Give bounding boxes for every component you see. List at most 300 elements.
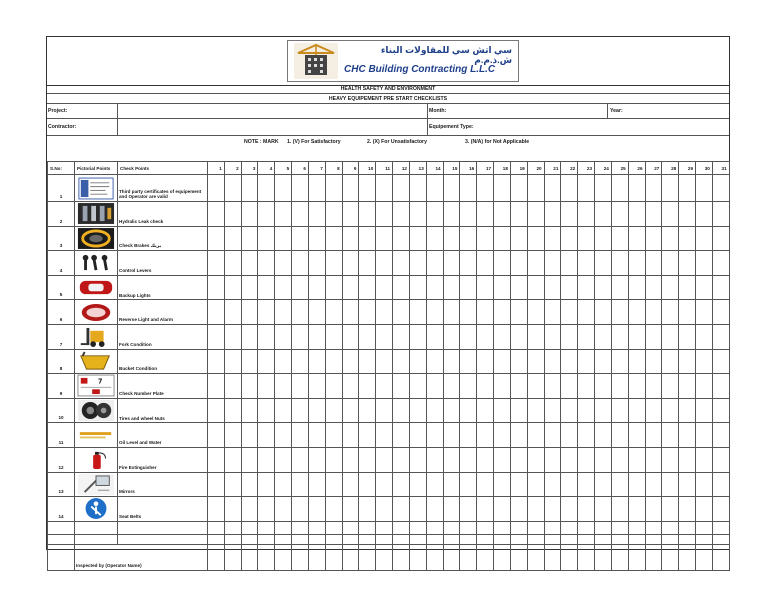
check-box[interactable] — [308, 324, 325, 349]
check-box[interactable] — [712, 472, 729, 497]
check-box[interactable] — [393, 423, 410, 448]
check-box[interactable] — [611, 497, 628, 522]
check-box[interactable] — [544, 226, 561, 251]
check-box[interactable] — [241, 349, 258, 374]
check-box[interactable] — [477, 202, 494, 227]
signature-cell[interactable] — [477, 544, 494, 570]
check-box[interactable] — [308, 300, 325, 325]
check-box[interactable] — [275, 226, 292, 251]
check-box[interactable] — [712, 275, 729, 300]
check-box[interactable] — [628, 349, 645, 374]
check-box[interactable] — [443, 226, 460, 251]
check-box[interactable] — [544, 275, 561, 300]
check-box[interactable] — [376, 423, 393, 448]
check-box[interactable] — [696, 226, 713, 251]
check-box[interactable] — [241, 251, 258, 276]
check-box[interactable] — [712, 447, 729, 472]
check-box[interactable] — [696, 472, 713, 497]
check-box[interactable] — [292, 374, 309, 399]
check-box[interactable] — [696, 324, 713, 349]
check-box[interactable] — [460, 226, 477, 251]
check-box[interactable] — [561, 300, 578, 325]
check-box[interactable] — [443, 275, 460, 300]
check-box[interactable] — [342, 349, 359, 374]
check-box[interactable] — [494, 275, 511, 300]
check-box[interactable] — [241, 226, 258, 251]
check-box[interactable] — [292, 300, 309, 325]
check-box[interactable] — [460, 251, 477, 276]
check-box[interactable] — [510, 447, 527, 472]
check-box[interactable] — [696, 251, 713, 276]
check-box[interactable] — [595, 398, 612, 423]
check-box[interactable] — [561, 226, 578, 251]
check-box[interactable] — [595, 447, 612, 472]
check-box[interactable] — [342, 202, 359, 227]
check-box[interactable] — [628, 472, 645, 497]
check-box[interactable] — [578, 175, 595, 202]
check-box[interactable] — [494, 300, 511, 325]
check-box[interactable] — [712, 202, 729, 227]
check-box[interactable] — [611, 398, 628, 423]
check-box[interactable] — [696, 275, 713, 300]
check-box[interactable] — [359, 202, 376, 227]
check-box[interactable] — [662, 472, 679, 497]
check-box[interactable] — [679, 349, 696, 374]
check-box[interactable] — [662, 300, 679, 325]
check-box[interactable] — [578, 349, 595, 374]
check-box[interactable] — [712, 374, 729, 399]
signature-cell[interactable] — [578, 544, 595, 570]
check-box[interactable] — [376, 497, 393, 522]
check-box[interactable] — [544, 251, 561, 276]
check-box[interactable] — [376, 226, 393, 251]
check-box[interactable] — [578, 398, 595, 423]
check-box[interactable] — [258, 226, 275, 251]
check-box[interactable] — [578, 324, 595, 349]
check-box[interactable] — [325, 447, 342, 472]
check-box[interactable] — [696, 497, 713, 522]
check-box[interactable] — [561, 472, 578, 497]
check-box[interactable] — [208, 349, 225, 374]
check-box[interactable] — [477, 251, 494, 276]
check-box[interactable] — [645, 472, 662, 497]
check-box[interactable] — [696, 423, 713, 448]
check-box[interactable] — [292, 251, 309, 276]
check-box[interactable] — [325, 300, 342, 325]
signature-cell[interactable] — [544, 544, 561, 570]
check-box[interactable] — [662, 374, 679, 399]
check-box[interactable] — [477, 423, 494, 448]
check-box[interactable] — [494, 175, 511, 202]
check-box[interactable] — [696, 300, 713, 325]
check-box[interactable] — [426, 175, 443, 202]
check-box[interactable] — [696, 398, 713, 423]
check-box[interactable] — [460, 472, 477, 497]
check-box[interactable] — [712, 349, 729, 374]
check-box[interactable] — [544, 300, 561, 325]
check-box[interactable] — [208, 497, 225, 522]
check-box[interactable] — [359, 423, 376, 448]
check-box[interactable] — [662, 398, 679, 423]
check-box[interactable] — [611, 423, 628, 448]
check-box[interactable] — [628, 398, 645, 423]
check-box[interactable] — [208, 447, 225, 472]
check-box[interactable] — [376, 251, 393, 276]
check-box[interactable] — [578, 202, 595, 227]
check-box[interactable] — [662, 324, 679, 349]
check-box[interactable] — [561, 398, 578, 423]
check-box[interactable] — [325, 226, 342, 251]
check-box[interactable] — [510, 202, 527, 227]
check-box[interactable] — [645, 251, 662, 276]
check-box[interactable] — [426, 423, 443, 448]
check-box[interactable] — [241, 497, 258, 522]
check-box[interactable] — [342, 175, 359, 202]
check-box[interactable] — [510, 349, 527, 374]
check-box[interactable] — [224, 275, 241, 300]
check-box[interactable] — [578, 472, 595, 497]
check-box[interactable] — [275, 447, 292, 472]
check-box[interactable] — [393, 447, 410, 472]
check-box[interactable] — [595, 374, 612, 399]
signature-cell[interactable] — [308, 544, 325, 570]
check-box[interactable] — [258, 300, 275, 325]
check-box[interactable] — [712, 300, 729, 325]
check-box[interactable] — [628, 275, 645, 300]
check-box[interactable] — [393, 226, 410, 251]
check-box[interactable] — [409, 447, 426, 472]
check-box[interactable] — [460, 202, 477, 227]
check-box[interactable] — [527, 175, 544, 202]
check-box[interactable] — [258, 275, 275, 300]
check-box[interactable] — [561, 374, 578, 399]
check-box[interactable] — [679, 300, 696, 325]
check-box[interactable] — [308, 226, 325, 251]
check-box[interactable] — [712, 226, 729, 251]
check-box[interactable] — [494, 251, 511, 276]
check-box[interactable] — [308, 423, 325, 448]
check-box[interactable] — [342, 423, 359, 448]
check-box[interactable] — [393, 275, 410, 300]
check-box[interactable] — [224, 472, 241, 497]
check-box[interactable] — [662, 275, 679, 300]
check-box[interactable] — [578, 423, 595, 448]
check-box[interactable] — [208, 300, 225, 325]
check-box[interactable] — [224, 251, 241, 276]
signature-cell[interactable] — [426, 544, 443, 570]
check-box[interactable] — [510, 175, 527, 202]
check-box[interactable] — [224, 497, 241, 522]
check-box[interactable] — [409, 398, 426, 423]
check-box[interactable] — [611, 275, 628, 300]
check-box[interactable] — [494, 324, 511, 349]
check-box[interactable] — [443, 374, 460, 399]
check-box[interactable] — [527, 251, 544, 276]
check-box[interactable] — [628, 251, 645, 276]
check-box[interactable] — [628, 175, 645, 202]
check-box[interactable] — [376, 175, 393, 202]
check-box[interactable] — [275, 472, 292, 497]
check-box[interactable] — [477, 275, 494, 300]
check-box[interactable] — [645, 275, 662, 300]
check-box[interactable] — [460, 275, 477, 300]
check-box[interactable] — [460, 175, 477, 202]
check-box[interactable] — [292, 398, 309, 423]
check-box[interactable] — [224, 447, 241, 472]
check-box[interactable] — [393, 398, 410, 423]
check-box[interactable] — [662, 423, 679, 448]
check-box[interactable] — [494, 226, 511, 251]
check-box[interactable] — [426, 472, 443, 497]
check-box[interactable] — [241, 324, 258, 349]
check-box[interactable] — [611, 226, 628, 251]
check-box[interactable] — [527, 226, 544, 251]
check-box[interactable] — [208, 202, 225, 227]
check-box[interactable] — [460, 324, 477, 349]
check-box[interactable] — [679, 497, 696, 522]
check-box[interactable] — [325, 251, 342, 276]
check-box[interactable] — [460, 374, 477, 399]
check-box[interactable] — [325, 349, 342, 374]
check-box[interactable] — [494, 497, 511, 522]
check-box[interactable] — [696, 175, 713, 202]
check-box[interactable] — [359, 175, 376, 202]
check-box[interactable] — [561, 497, 578, 522]
check-box[interactable] — [510, 251, 527, 276]
check-box[interactable] — [292, 447, 309, 472]
check-box[interactable] — [460, 398, 477, 423]
check-box[interactable] — [409, 423, 426, 448]
check-box[interactable] — [426, 275, 443, 300]
check-box[interactable] — [376, 472, 393, 497]
check-box[interactable] — [510, 226, 527, 251]
check-box[interactable] — [325, 423, 342, 448]
check-box[interactable] — [443, 251, 460, 276]
check-box[interactable] — [241, 398, 258, 423]
check-box[interactable] — [645, 423, 662, 448]
check-box[interactable] — [645, 349, 662, 374]
check-box[interactable] — [376, 349, 393, 374]
check-box[interactable] — [275, 175, 292, 202]
check-box[interactable] — [662, 226, 679, 251]
check-box[interactable] — [611, 202, 628, 227]
check-box[interactable] — [409, 472, 426, 497]
check-box[interactable] — [292, 324, 309, 349]
check-box[interactable] — [712, 175, 729, 202]
check-box[interactable] — [578, 251, 595, 276]
check-box[interactable] — [308, 275, 325, 300]
check-box[interactable] — [662, 202, 679, 227]
check-box[interactable] — [662, 251, 679, 276]
check-box[interactable] — [208, 175, 225, 202]
check-box[interactable] — [409, 497, 426, 522]
check-box[interactable] — [477, 497, 494, 522]
check-box[interactable] — [359, 374, 376, 399]
check-box[interactable] — [578, 300, 595, 325]
check-box[interactable] — [696, 202, 713, 227]
check-box[interactable] — [426, 374, 443, 399]
check-box[interactable] — [628, 374, 645, 399]
check-box[interactable] — [393, 251, 410, 276]
check-box[interactable] — [662, 175, 679, 202]
check-box[interactable] — [325, 472, 342, 497]
check-box[interactable] — [443, 398, 460, 423]
check-box[interactable] — [527, 423, 544, 448]
check-box[interactable] — [275, 497, 292, 522]
check-box[interactable] — [426, 202, 443, 227]
check-box[interactable] — [477, 324, 494, 349]
check-box[interactable] — [208, 374, 225, 399]
check-box[interactable] — [494, 423, 511, 448]
check-box[interactable] — [393, 472, 410, 497]
check-box[interactable] — [494, 398, 511, 423]
check-box[interactable] — [544, 202, 561, 227]
check-box[interactable] — [393, 300, 410, 325]
check-box[interactable] — [224, 202, 241, 227]
check-box[interactable] — [527, 374, 544, 399]
check-box[interactable] — [460, 300, 477, 325]
check-box[interactable] — [393, 324, 410, 349]
check-box[interactable] — [611, 324, 628, 349]
check-box[interactable] — [443, 349, 460, 374]
check-box[interactable] — [679, 324, 696, 349]
check-box[interactable] — [443, 472, 460, 497]
check-box[interactable] — [325, 175, 342, 202]
signature-cell[interactable] — [208, 544, 225, 570]
check-box[interactable] — [561, 324, 578, 349]
check-box[interactable] — [359, 497, 376, 522]
check-box[interactable] — [443, 175, 460, 202]
check-box[interactable] — [409, 300, 426, 325]
check-box[interactable] — [224, 226, 241, 251]
signature-cell[interactable] — [712, 544, 729, 570]
check-box[interactable] — [443, 497, 460, 522]
check-box[interactable] — [409, 324, 426, 349]
check-box[interactable] — [611, 300, 628, 325]
check-box[interactable] — [275, 275, 292, 300]
check-box[interactable] — [342, 251, 359, 276]
check-box[interactable] — [527, 349, 544, 374]
check-box[interactable] — [393, 497, 410, 522]
check-box[interactable] — [527, 300, 544, 325]
check-box[interactable] — [409, 275, 426, 300]
check-box[interactable] — [679, 472, 696, 497]
check-box[interactable] — [544, 175, 561, 202]
check-box[interactable] — [443, 202, 460, 227]
signature-cell[interactable] — [443, 544, 460, 570]
check-box[interactable] — [561, 202, 578, 227]
check-box[interactable] — [308, 175, 325, 202]
check-box[interactable] — [376, 447, 393, 472]
signature-cell[interactable] — [275, 544, 292, 570]
check-box[interactable] — [342, 275, 359, 300]
check-box[interactable] — [208, 398, 225, 423]
check-box[interactable] — [208, 472, 225, 497]
check-box[interactable] — [561, 175, 578, 202]
check-box[interactable] — [342, 300, 359, 325]
check-box[interactable] — [595, 423, 612, 448]
check-box[interactable] — [679, 202, 696, 227]
check-box[interactable] — [409, 349, 426, 374]
check-box[interactable] — [393, 175, 410, 202]
signature-cell[interactable] — [561, 544, 578, 570]
check-box[interactable] — [342, 472, 359, 497]
check-box[interactable] — [460, 497, 477, 522]
check-box[interactable] — [696, 447, 713, 472]
check-box[interactable] — [359, 349, 376, 374]
check-box[interactable] — [662, 447, 679, 472]
check-box[interactable] — [292, 497, 309, 522]
check-box[interactable] — [611, 472, 628, 497]
check-box[interactable] — [308, 472, 325, 497]
check-box[interactable] — [426, 447, 443, 472]
check-box[interactable] — [308, 374, 325, 399]
check-box[interactable] — [258, 349, 275, 374]
check-box[interactable] — [426, 251, 443, 276]
check-box[interactable] — [510, 472, 527, 497]
check-box[interactable] — [308, 497, 325, 522]
check-box[interactable] — [258, 423, 275, 448]
check-box[interactable] — [645, 447, 662, 472]
check-box[interactable] — [224, 398, 241, 423]
check-box[interactable] — [494, 374, 511, 399]
signature-cell[interactable] — [224, 544, 241, 570]
check-box[interactable] — [359, 447, 376, 472]
check-box[interactable] — [292, 423, 309, 448]
check-box[interactable] — [477, 300, 494, 325]
check-box[interactable] — [460, 423, 477, 448]
check-box[interactable] — [342, 226, 359, 251]
check-box[interactable] — [426, 226, 443, 251]
check-box[interactable] — [679, 226, 696, 251]
check-box[interactable] — [426, 497, 443, 522]
check-box[interactable] — [611, 447, 628, 472]
check-box[interactable] — [578, 226, 595, 251]
check-box[interactable] — [595, 251, 612, 276]
check-box[interactable] — [510, 275, 527, 300]
check-box[interactable] — [275, 202, 292, 227]
check-box[interactable] — [241, 447, 258, 472]
check-box[interactable] — [544, 349, 561, 374]
check-box[interactable] — [477, 226, 494, 251]
check-box[interactable] — [494, 202, 511, 227]
check-box[interactable] — [258, 497, 275, 522]
check-box[interactable] — [376, 300, 393, 325]
check-box[interactable] — [477, 447, 494, 472]
check-box[interactable] — [527, 447, 544, 472]
check-box[interactable] — [258, 447, 275, 472]
check-box[interactable] — [510, 398, 527, 423]
check-box[interactable] — [443, 423, 460, 448]
check-box[interactable] — [679, 275, 696, 300]
check-box[interactable] — [527, 275, 544, 300]
check-box[interactable] — [645, 226, 662, 251]
check-box[interactable] — [679, 251, 696, 276]
check-box[interactable] — [578, 447, 595, 472]
check-box[interactable] — [662, 349, 679, 374]
check-box[interactable] — [426, 349, 443, 374]
check-box[interactable] — [645, 324, 662, 349]
check-box[interactable] — [292, 472, 309, 497]
check-box[interactable] — [292, 275, 309, 300]
check-box[interactable] — [258, 251, 275, 276]
check-box[interactable] — [275, 374, 292, 399]
check-box[interactable] — [241, 472, 258, 497]
check-box[interactable] — [645, 398, 662, 423]
check-box[interactable] — [426, 300, 443, 325]
signature-cell[interactable] — [325, 544, 342, 570]
check-box[interactable] — [258, 175, 275, 202]
